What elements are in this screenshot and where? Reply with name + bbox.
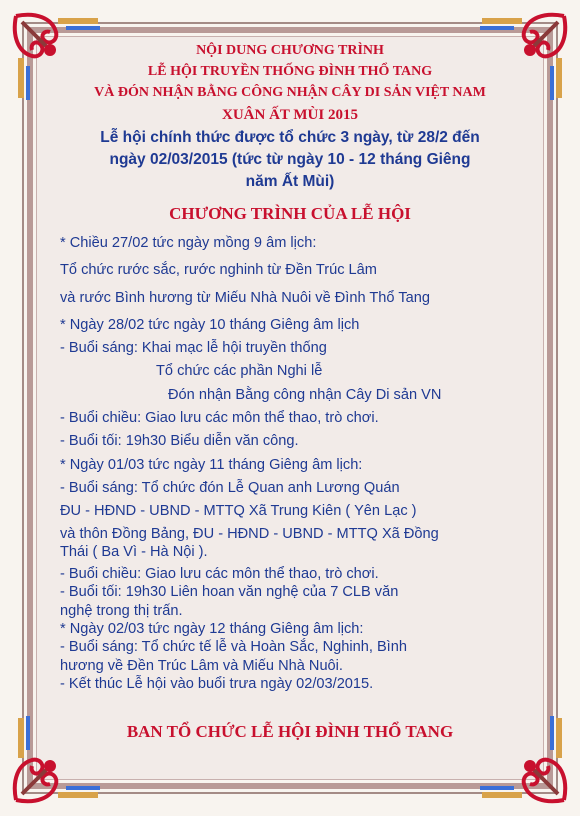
day-heading: * Chiều 27/02 tức ngày mồng 9 âm lịch: <box>60 235 317 251</box>
program-line: - Kết thúc Lễ hội vào buổi trưa ngày 02/03/2015. <box>60 675 374 692</box>
program-title: CHƯƠNG TRÌNH CỦA LỄ HỘI <box>169 204 411 223</box>
header-line: NỘI DUNG CHƯƠNG TRÌNH <box>196 43 384 58</box>
program-line: nghệ trong thị trấn. <box>60 602 183 619</box>
program-line: - Buổi chiều: Giao lưu các môn thể thao, trò chơi. <box>60 566 379 583</box>
program-line: Thái ( Ba Vì - Hà Nội ). <box>60 543 208 560</box>
program-line: Đón nhận Bằng công nhận Cây Di sản VN <box>168 386 442 403</box>
lead-line: ngày 02/03/2015 (tức từ ngày 10 - 12 tháng Giêng <box>109 151 471 168</box>
lead-line: năm Ất Mùi) <box>245 173 335 190</box>
program-line: ĐU - HĐND - UBND - MTTQ Xã Trung Kiên ( Yên Lạc ) <box>60 503 417 520</box>
program-line: và thôn Đồng Bảng, ĐU - HĐND - UBND - MTTQ Xã Đồng <box>60 525 439 542</box>
header-line: VÀ ĐÓN NHẬN BẰNG CÔNG NHẬN CÂY DI SẢN VIỆT NAM <box>94 85 486 100</box>
lead-line: Lễ hội chính thức được tổ chức 3 ngày, từ 28/2 đến <box>100 129 480 146</box>
program-line: - Buổi sáng: Khai mạc lễ hội truyền thống <box>60 340 327 357</box>
program-line: - Buổi sáng: Tổ chức đón Lễ Quan anh Lương Quán <box>60 479 400 496</box>
program-line: - Buổi sáng: Tổ chức tế lễ và Hoàn Sắc, Nghinh, Bình <box>60 639 407 656</box>
day-heading: * Ngày 02/03 tức ngày 12 tháng Giêng âm lịch: <box>60 621 364 638</box>
header-year: XUÂN ẤT MÙI 2015 <box>222 107 358 123</box>
organizer-signature: BAN TỔ CHỨC LỄ HỘI ĐÌNH THỔ TANG <box>126 722 454 741</box>
program-line: - Buổi chiều: Giao lưu các môn thể thao, trò chơi. <box>60 410 379 427</box>
program-line: - Buổi tối: 19h30 Liên hoan văn nghệ của 7 CLB văn <box>60 584 399 601</box>
header-line: LỄ HỘI TRUYỀN THỐNG ĐÌNH THỔ TANG <box>147 64 433 79</box>
day-heading: * Ngày 01/03 tức ngày 11 tháng Giêng âm lịch: <box>60 456 363 473</box>
program-line: hương về Đền Trúc Lâm và Miếu Nhà Nuôi. <box>60 657 343 674</box>
program-line: - Buổi tối: 19h30 Biểu diễn văn công. <box>60 433 299 450</box>
day-heading: * Ngày 28/02 tức ngày 10 tháng Giêng âm lịch <box>60 316 360 333</box>
document-body <box>60 40 520 693</box>
program-line: Tổ chức rước sắc, rước nghinh từ Đền Trúc Lâm <box>60 262 377 279</box>
program-line: Tổ chức các phần Nghi lễ <box>156 363 323 380</box>
program-line: và rước Bình hương từ Miếu Nhà Nuôi về Đình Thổ Tang <box>60 289 430 306</box>
